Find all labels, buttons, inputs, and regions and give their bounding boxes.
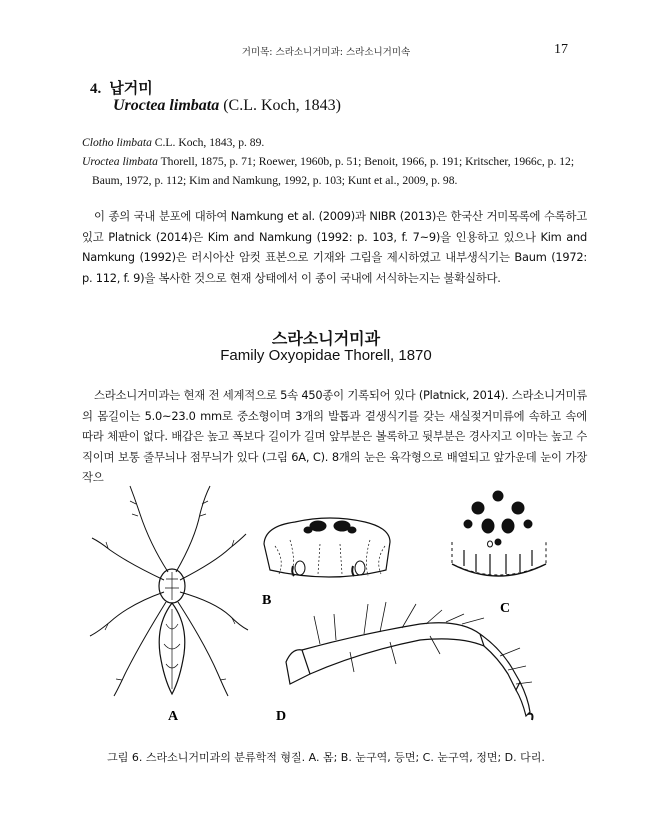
synonym-entry <box>82 152 592 190</box>
species-scientific-name <box>113 97 341 115</box>
figure-label-d: D <box>276 709 287 724</box>
species-number: 4. <box>90 81 102 97</box>
page-number: 17 <box>554 42 568 57</box>
synonymy-list <box>82 133 592 190</box>
figure-caption: 그림 6. 스라소니거미과의 분류학적 형질. A. 몸; B. 눈구역, 등면; C. 눈구역, 정면; D. 다리. <box>107 751 545 764</box>
synonym-name: Uroctea limbata <box>82 155 158 168</box>
family-description-paragraph: 스라소니거미과는 현재 전 세계적으로 5속 450종이 기록되어 있다 (Platnick, 2014). 스라소니거미류의 몸길이는 5.0~23.0 mm로 중소형이며 3개의 발톱과 곁생식기를 갖는 새실젖거미류에 속하고 속에 따라 체판이 없다. 배갑은 높고 폭보다 길이가 길며 앞부분은 볼록하고 뒷부분은 경사지고 이마는 높고 수직이며 보통 줄무늬나 점무늬가 있다 (그림 6A, C). 8개의 눈은 육각형으로 배열되고 앞가운데 눈이 가장 작으 <box>82 388 587 484</box>
eye-region-frontal-drawing <box>452 491 546 576</box>
spider-body-drawing <box>90 486 248 696</box>
eye-region-dorsal-drawing <box>264 518 390 577</box>
family-korean-title: 스라소니거미과 <box>271 329 381 348</box>
figure-label-b: B <box>262 593 272 608</box>
species-korean-name: 납거미 <box>109 79 153 97</box>
synonym-citation: Thorell, 1875, p. 71; Roewer, 1960b, p. 51; Benoit, 1966, p. 191; Kritscher, 1966c, p. 12; Baum, 1972, p. 112; Kim and Namkung, 1992, p. 103; Kunt et al., 2009, p. 98. <box>92 155 575 187</box>
figure-label-c: C <box>500 601 511 616</box>
running-head: 거미목: 스라소니거미과: 스라소니거미속 <box>241 47 411 58</box>
figure-label-a: A <box>168 709 179 724</box>
authority: (C.L. Koch, 1843) <box>223 97 341 114</box>
species-heading <box>90 77 153 98</box>
family-latin-title: Family Oxyopidae Thorell, 1870 <box>220 347 432 364</box>
binomial: Uroctea limbata <box>113 97 220 114</box>
synonym-entry <box>82 133 592 152</box>
distribution-paragraph: 이 종의 국내 분포에 대하여 Namkung et al. (2009)과 NIBR (2013)은 한국산 거미목록에 수록하고 있고 Platnick (2014)은 Kim and Namkung (1992: p. 103, f. 7~9)을 인용하고 있으나 Kim and Namkung (1992)은 러시아산 암컷 표본으로 기재와 그림을 제시하였고 내부생식기는 Baum (1972: p. 112, f. 9)을 복사한 것으로 현재 상태에서 이 종이 국내에 서식하는지는 불확실하다. <box>82 209 587 285</box>
leg-drawing <box>286 602 533 720</box>
figure-6-illustration <box>80 484 560 730</box>
synonym-citation: C.L. Koch, 1843, p. 89. <box>151 136 265 149</box>
synonym-name: Clotho limbata <box>82 136 152 149</box>
